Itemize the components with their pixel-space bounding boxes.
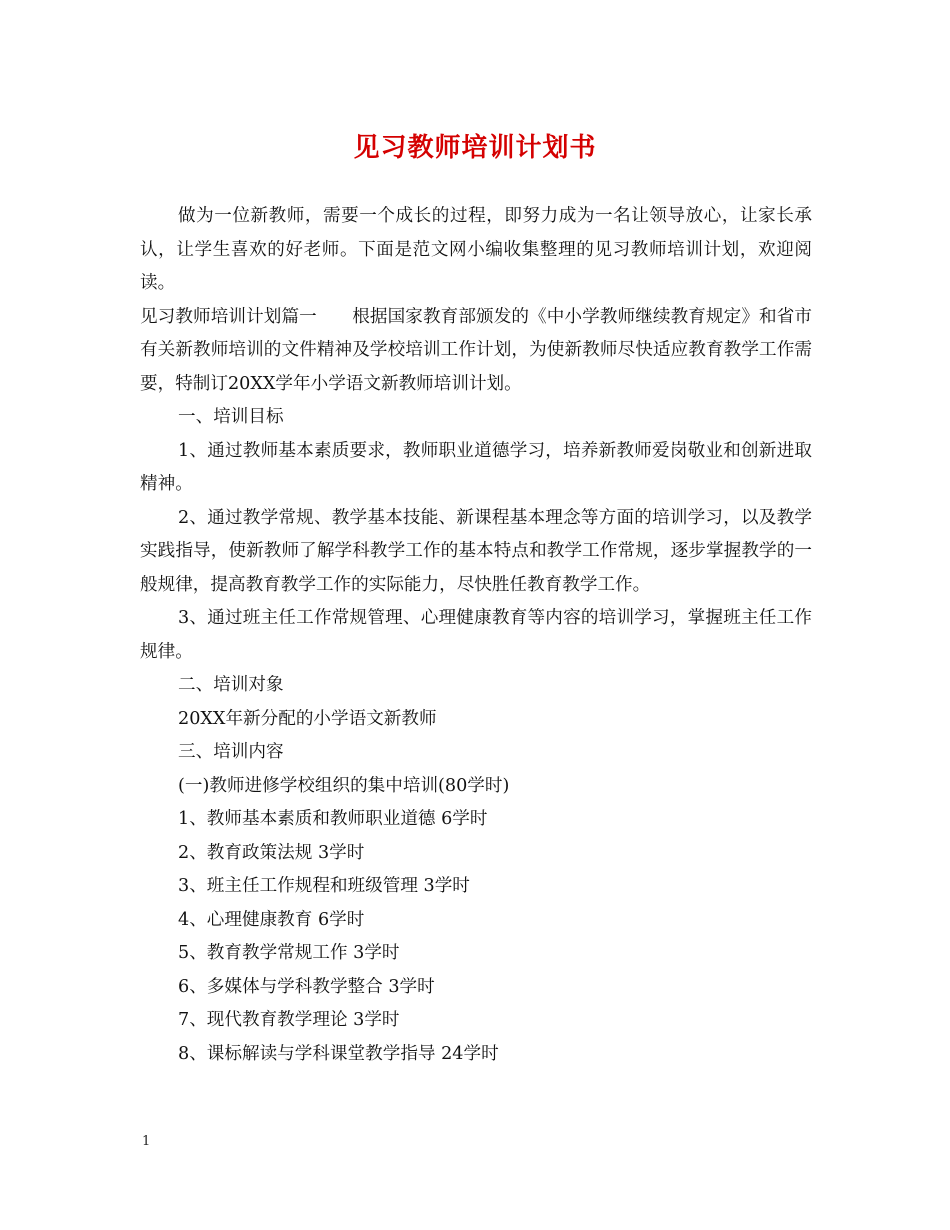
document-title: 见习教师培训计划书 [353, 133, 597, 163]
subheading-centralized-training: (一)教师进修学校组织的集中培训(80学时) [178, 775, 510, 796]
list-item: 2、教育政策法规 3学时 [178, 842, 365, 863]
paragraph-goal-2: 2、通过教学常规、教学基本技能、新课程基本理念等方面的培训学习，以及教学实践指导，使新教师了解学科教学工作的基本特点和教学工作常规，逐步掌握教学的一般规律，提高教育教学工作的实际能力，尽快胜任教育教学工作。 [140, 507, 812, 595]
heading-training-target: 二、培训对象 [178, 675, 284, 695]
list-item: 7、现代教育教学理论 3学时 [178, 1010, 400, 1030]
page-number: 1 [142, 1134, 151, 1149]
paragraph-goal-1: 1、通过教师基本素质要求，教师职业道德学习，培养新教师爱岗敬业和创新进取精神。 [140, 440, 812, 494]
paragraph-goal-3: 3、通过班主任工作常规管理、心理健康教育等内容的培训学习，掌握班主任工作规律。 [140, 608, 812, 662]
list-item: 8、课标解读与学科课堂教学指导 24学时 [178, 1043, 499, 1064]
document-body [140, 200, 812, 1071]
paragraph-plan-one: 见习教师培训计划篇一 根据国家教育部颁发的《中小学教师继续教育规定》和省市有关新教师培训的文件精神及学校培训工作计划，为使新教师尽快适应教育教学工作需要，特制订20XX学年小学语文新教师培训计划。 [140, 306, 812, 394]
paragraph-target: 20XX年新分配的小学语文新教师 [178, 708, 437, 729]
list-item: 1、教师基本素质和教师职业道德 6学时 [178, 809, 488, 829]
paragraph-intro: 做为一位新教师，需要一个成长的过程，即努力成为一名让领导放心，让家长承认，让学生喜欢的好老师。下面是范文网小编收集整理的见习教师培训计划，欢迎阅读。 [140, 206, 812, 293]
heading-training-content: 三、培训内容 [178, 742, 284, 762]
list-item: 5、教育教学常规工作 3学时 [178, 943, 400, 963]
list-item: 4、心理健康教育 6学时 [178, 909, 365, 930]
heading-training-goals: 一、培训目标 [178, 407, 284, 427]
list-item: 6、多媒体与学科教学整合 3学时 [178, 976, 435, 997]
list-item: 3、班主任工作规程和班级管理 3学时 [178, 876, 470, 896]
